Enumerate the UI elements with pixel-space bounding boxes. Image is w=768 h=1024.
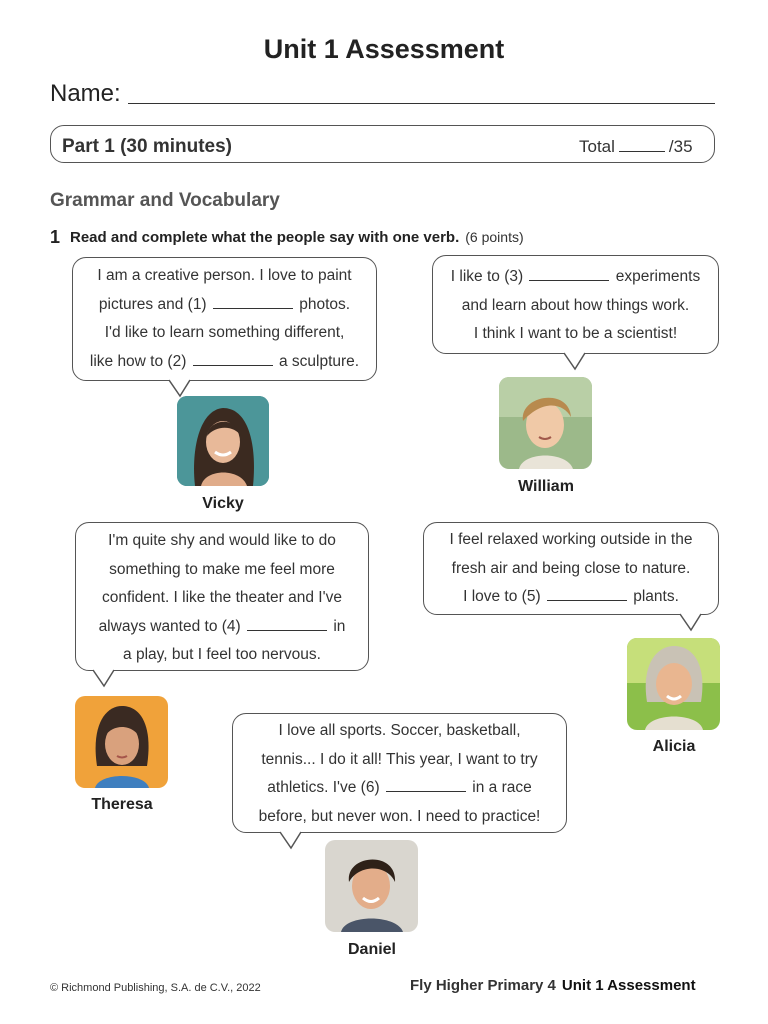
question-points: (6 points)	[465, 229, 524, 245]
photo-alicia	[627, 638, 720, 730]
total-out-of: /35	[668, 137, 693, 156]
photo-vicky	[177, 396, 269, 486]
person-name-alicia: Alicia	[652, 738, 696, 755]
bubble-line: athletics. I've (6) in a race	[267, 779, 532, 796]
person-name-william: William	[518, 478, 574, 495]
bubble-line: always wanted to (4) in	[98, 617, 346, 635]
person-name-daniel: Daniel	[347, 941, 396, 958]
bubble-line: tennis... I do it all! This year, I want to try	[261, 750, 538, 768]
answer-blank-5[interactable]	[547, 588, 627, 601]
bubble-line: I feel relaxed working outside in the	[449, 531, 693, 548]
speech-bubble-theresa	[75, 522, 369, 671]
person-portrait-icon	[499, 377, 592, 469]
footer-book: Fly Higher Primary 4	[410, 977, 556, 994]
name-answer-line[interactable]	[128, 103, 715, 104]
section-title: Grammar and Vocabulary	[50, 190, 280, 211]
bubble-line: a play, but I feel too nervous.	[123, 646, 321, 663]
bubble-tail	[563, 352, 589, 372]
bubble-line: confident. I like the theater and I've	[102, 589, 342, 606]
answer-blank-6[interactable]	[386, 779, 466, 792]
total-score	[579, 137, 693, 157]
person-portrait-icon	[325, 840, 418, 932]
page-title: Unit 1 Assessment	[263, 34, 505, 64]
answer-blank-2[interactable]	[193, 353, 273, 366]
bubble-line: I love all sports. Soccer, basketball,	[278, 722, 521, 739]
name-label: Name:	[50, 80, 121, 107]
bubble-line: before, but never won. I need to practice!	[258, 807, 541, 825]
question-text: Read and complete what the people say with one verb.	[70, 229, 460, 246]
footer-unit: Unit 1 Assessment	[561, 977, 696, 994]
bubble-tail	[679, 613, 705, 633]
part-label: Part 1 (30 minutes)	[62, 136, 232, 157]
bubble-line: I am a creative person. I love to paint	[97, 267, 352, 284]
bubble-line: something to make me feel more	[109, 560, 335, 578]
person-name-theresa: Theresa	[91, 796, 153, 813]
total-label: Total	[579, 137, 615, 156]
person-portrait-icon	[75, 696, 168, 788]
bubble-line: I'd like to learn something different,	[104, 324, 345, 341]
photo-theresa	[75, 696, 168, 788]
speech-bubble-william	[432, 255, 719, 354]
bubble-line: I like to (3) experiments	[450, 268, 701, 285]
speech-bubble-daniel	[232, 713, 567, 833]
bubble-line: like how to (2) a sculpture.	[89, 352, 360, 370]
bubble-line: pictures and (1) photos.	[98, 295, 351, 313]
person-portrait-icon	[627, 638, 720, 730]
bubble-line: I'm quite shy and would like to do	[108, 532, 336, 549]
question-instruction	[70, 229, 524, 246]
bubble-tail	[92, 669, 118, 689]
total-blank[interactable]	[619, 139, 665, 152]
speech-bubble-vicky	[72, 257, 377, 381]
question-number: 1	[50, 227, 61, 247]
footer-book-info	[410, 977, 696, 994]
answer-blank-3[interactable]	[529, 268, 609, 281]
photo-william	[499, 377, 592, 469]
bubble-line: and learn about how things work.	[461, 296, 690, 314]
person-portrait-icon	[177, 396, 269, 486]
answer-blank-1[interactable]	[213, 296, 293, 309]
speech-bubble-alicia	[423, 522, 719, 615]
bubble-tail	[279, 831, 305, 851]
photo-daniel	[325, 840, 418, 932]
footer-copyright: © Richmond Publishing, S.A. de C.V., 2022	[50, 982, 261, 994]
answer-blank-4[interactable]	[247, 618, 327, 631]
bubble-line: I think I want to be a scientist!	[473, 325, 678, 342]
bubble-line: I love to (5) plants.	[463, 588, 679, 605]
person-name-vicky: Vicky	[202, 495, 244, 512]
bubble-line: fresh air and being close to nature.	[451, 559, 691, 577]
